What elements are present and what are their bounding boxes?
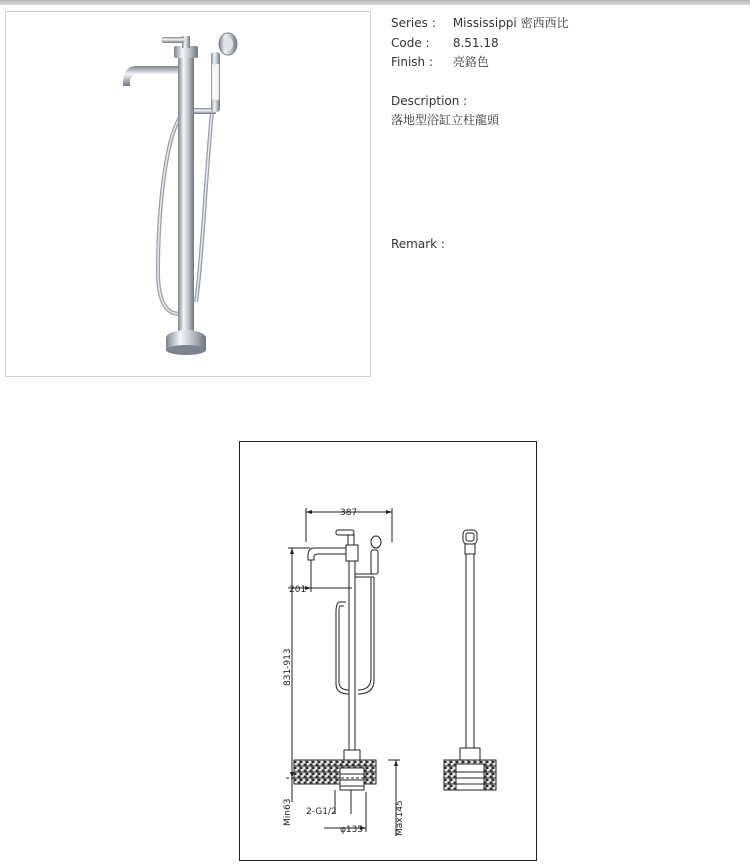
dim-max-label: Max145 [395, 800, 405, 836]
product-photo-frame [5, 11, 371, 377]
technical-drawing-frame [239, 441, 537, 861]
dim-width-label: 387 [340, 508, 358, 518]
code-row [391, 34, 741, 54]
series-value: Mississippi 密西西比 [452, 16, 569, 30]
finish-value: 亮鉻色 [452, 55, 489, 69]
top-bar [0, 0, 750, 5]
dim-diameter-label: φ135 [340, 825, 364, 835]
description-value: 落地型浴缸立柱龍頭 [391, 113, 500, 127]
product-info [391, 14, 741, 254]
code-value: 8.51.18 [452, 35, 499, 50]
dim-height-label: 831-913 [283, 648, 293, 686]
dim-spout-label: 201 [289, 585, 307, 595]
faucet-photo [6, 12, 370, 376]
dim-thread-label: 2-G1/2 [306, 807, 337, 817]
finish-label: Finish : [391, 55, 434, 69]
series-label: Series : [391, 16, 436, 30]
finish-row [391, 53, 741, 73]
technical-drawing [240, 442, 536, 860]
description-label: Description : [391, 93, 468, 108]
dim-min-label: Min63 [283, 798, 293, 826]
code-label: Code : [391, 35, 430, 50]
remark-label: Remark : [391, 236, 445, 251]
series-row [391, 14, 741, 34]
